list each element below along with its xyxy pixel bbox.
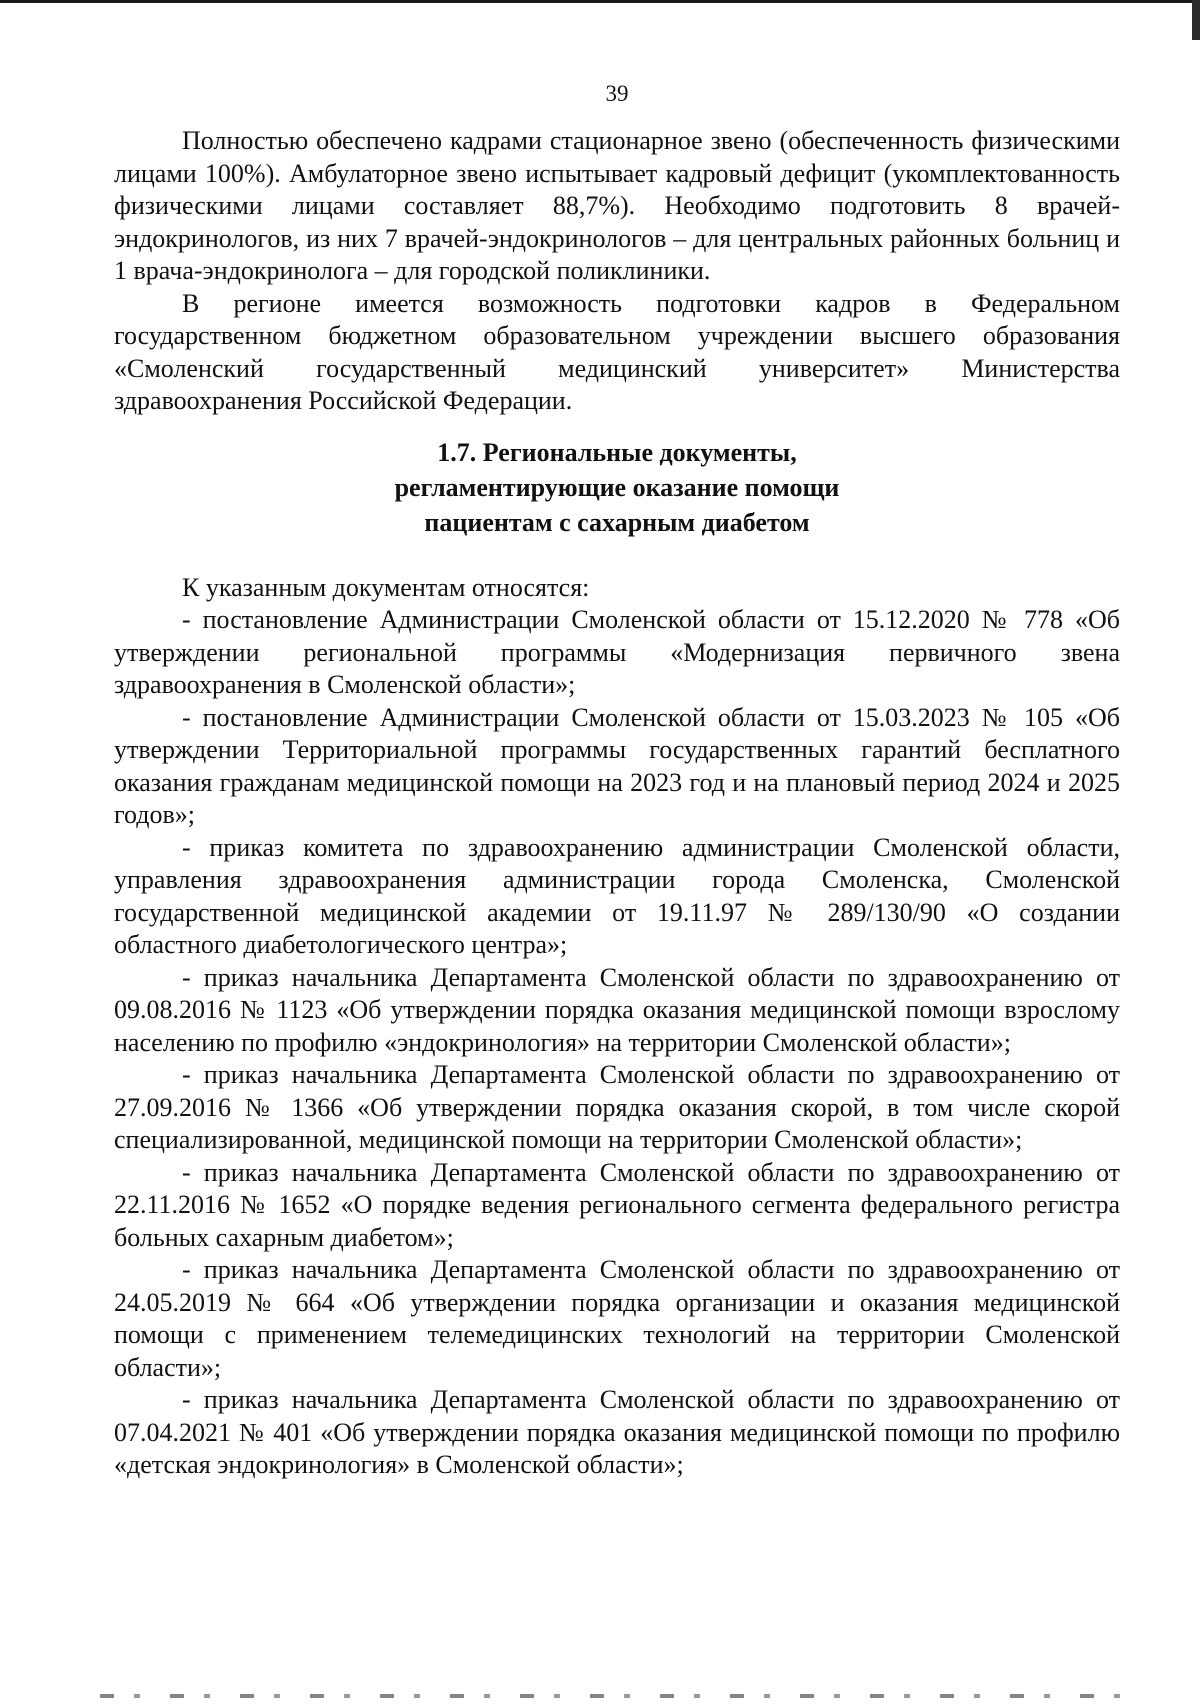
section-heading-line-2: регламентирующие оказание помощи	[394, 472, 840, 502]
section-heading-line-3: пациентам с сахарным диабетом	[424, 507, 810, 537]
document-item: - постановление Администрации Смоленской области от 15.03.2023 № 105 «Об утверждении Территориальной программы государственных гарантий бесплатного оказания гражданам медицинской помощи на 2023 год и на плановый период 2024 и 2025 годов»;	[114, 702, 1120, 829]
document-page	[114, 70, 1120, 1482]
document-item: - приказ начальника Департамента Смоленской области по здравоохранению от 22.11.2016 № 1652 «О порядке ведения регионального сегмента федерального регистра больных сахарным диабетом»;	[114, 1157, 1120, 1252]
section-heading	[114, 435, 1120, 540]
document-item: - приказ начальника Департамента Смоленской области по здравоохранению от 09.08.2016 № 1123 «Об утверждении порядка оказания медицинской помощи взрослому населению по профилю «эндокринология» на территории Смоленской области»;	[114, 962, 1120, 1057]
document-item: - приказ комитета по здравоохранению администрации Смоленской области, управления здравоохранения администрации города Смоленска, Смоленской государственной медицинской академии от 19.11.97 № 289/130/90 «О создании областного диабетологического центра»;	[114, 832, 1120, 959]
page-number: 39	[605, 81, 629, 106]
scan-edge-top	[0, 0, 1200, 3]
paragraph-training: В регионе имеется возможность подготовки кадров в Федеральном государственном бюджетном образовательном учреждении высшего образования «Смоленский государственный медицинский университет» Министерства здравоохранения Российской Федерации.	[114, 288, 1120, 415]
scan-edge-right	[1192, 0, 1200, 40]
section-heading-line-1: 1.7. Региональные документы,	[437, 437, 797, 467]
document-item: - приказ начальника Департамента Смоленской области по здравоохранению от 07.04.2021 № 401 «Об утверждении порядка оказания медицинской помощи по профилю «детская эндокринология» в Смоленской области»;	[114, 1385, 1120, 1479]
documents-intro: К указанным документам относятся:	[182, 572, 590, 602]
document-item: - приказ начальника Департамента Смоленской области по здравоохранению от 27.09.2016 № 1366 «Об утверждении порядка оказания скорой, в том числе скорой специализированной, медицинской помощи на территории Смоленской области»;	[114, 1060, 1120, 1154]
scan-artifact-bottom	[100, 1694, 1130, 1698]
document-item: - постановление Администрации Смоленской области от 15.12.2020 № 778 «Об утверждении региональной программы «Модернизация первичного звена здравоохранения в Смоленской области»;	[114, 605, 1120, 699]
paragraph-staffing: Полностью обеспечено кадрами стационарное звено (обеспеченность физическими лицами 100%). Амбулаторное звено испытывает кадровый дефицит (укомплектованность физическими лицами составляет 88,7%). Необходимо подготовить 8 врачей-эндокринологов, из них 7 врачей-эндокринологов – для центральных районных больниц и 1 врача-эндокринолога – для городской поликлиники.	[114, 126, 1120, 285]
document-item: - приказ начальника Департамента Смоленской области по здравоохранению от 24.05.2019 № 664 «Об утверждении порядка организации и оказания медицинской помощи с применением телемедицинских технологий на территории Смоленской области»;	[114, 1255, 1120, 1382]
